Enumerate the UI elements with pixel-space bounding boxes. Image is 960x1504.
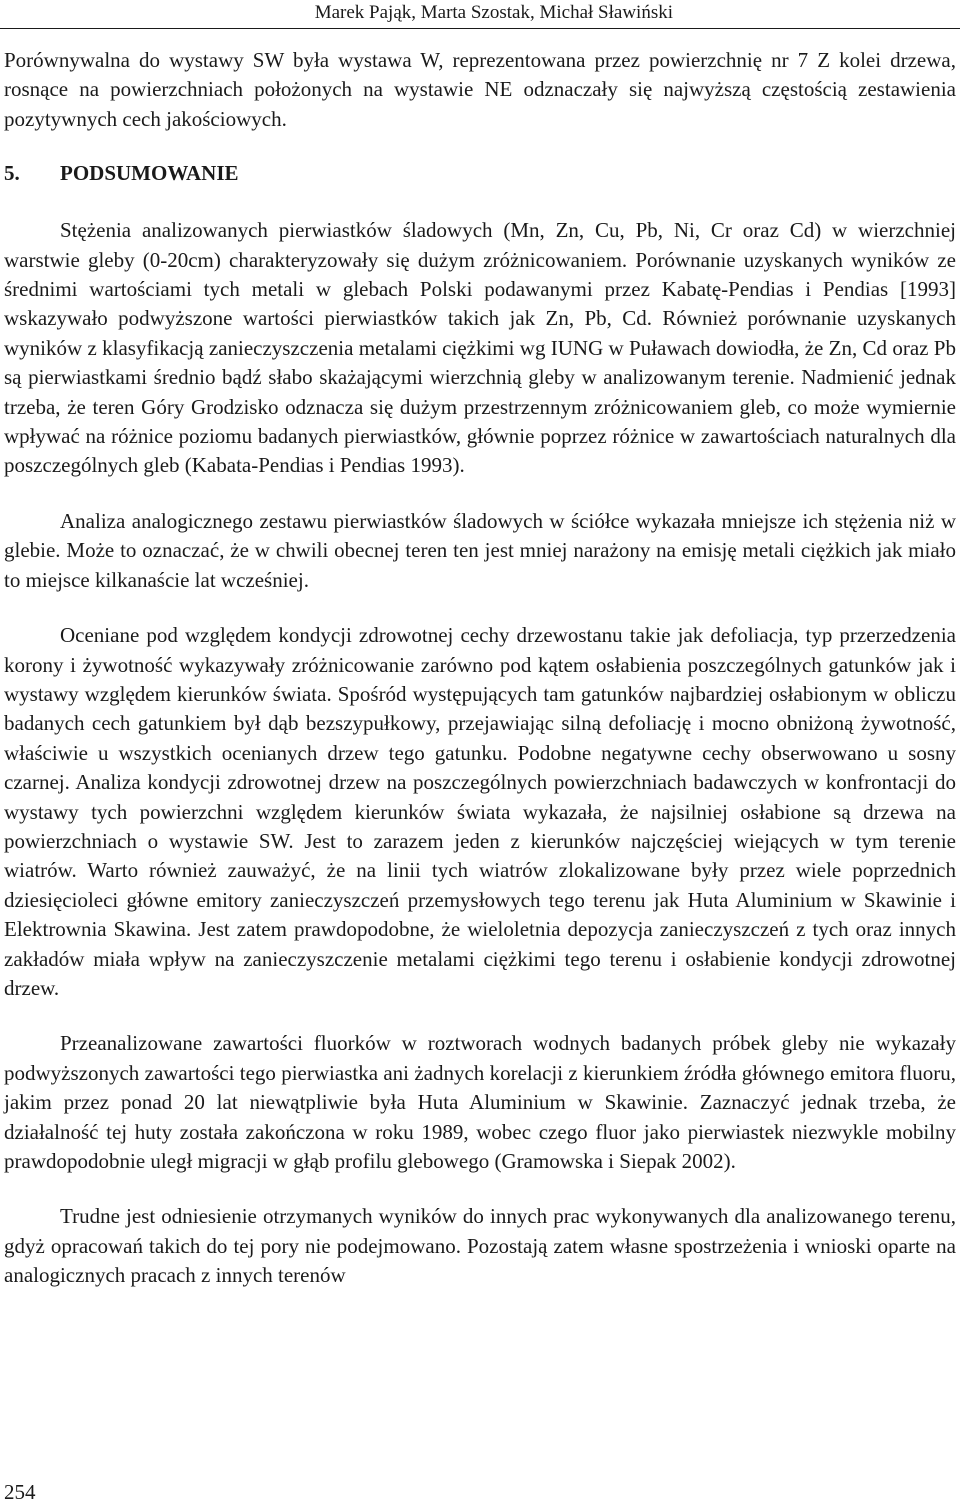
paragraph-1: Stężenia analizowanych pierwiastków śladowych (Mn, Zn, Cu, Pb, Ni, Cr oraz Cd) w wierzchniej warstwie gleby (0-20cm) charakteryzowały się dużym zróżnicowaniem. Porównanie uzyskanych wyników ze średnimi wartościami tych metali w glebach Polski podawanymi przez Kabatę-Pendias i Pendias [1993] wskazywało podwyższone wartości pierwiastków takich jak Zn, Pb, Cd. Również porównanie uzyskanych wyników z klasyfikacją zanieczyszczenia metalami ciężkimi wg IUNG w Puławach dowiodła, że Zn, Cd oraz Pb są pierwiastkami średnio bądź słabo skażającymi wierzchnią gleby w analizowanym terenie. Nadmienić jednak trzeba, że teren Góry Grodzisko odznacza się dużym przestrzennym zróżnicowaniem gleb, co może wymiernie wpływać na różnice poziomu badanych pierwiastków, głównie poprzez różnice w zawartościach naturalnych dla poszczególnych gleb (Kabata-Pendias i Pendias 1993).: [4, 218, 956, 478]
paragraph-2: Analiza analogicznego zestawu pierwiastków śladowych w ściółce wykazała mniejsze ich stężenia niż w glebie. Może to oznaczać, że w chwili obecnej teren ten jest mniej narażony na emisję metali ciężkich jak miało to miejsce kilkanaście lat wcześniej.: [4, 508, 956, 592]
section-heading: [4, 159, 956, 188]
paragraph-3: Oceniane pod względem kondycji zdrowotnej cechy drzewostanu takie jak defoliacja, typ przerzedzenia korony i żywotność wykazywały zróżnicowanie zarówno pod kątem osłabienia poszczególnych gatunków jak i wystawy względem kierunków świata. Spośród występujących tam gatunków najbardziej osłabionym w obliczu badanych cech gatunkiem był dąb bezszypułkowy, przejawiając silną defoliację i mocno obniżoną żywotność, właściwie u wszystkich ocenianych drzew tego gatunku. Podobne negatywne cechy obserwowano u sosny czarnej. Analiza kondycji zdrowotnej drzew na poszczególnych powierzchniach badawczych w konfrontacji do wystawy tych powierzchni względem kierunków świata wykazała, że najsilniej osłabione są drzewa na powierzchniach o wystawie SW. Jest to zarazem jeden z kierunków najczęściej wiejących w tym terenie wiatrów. Warto również zauważyć, że na linii tych wiatrów zlokalizowane były przez wiele poprzednich dziesięcioleci główne emitory zanieczyszczeń przemysłowych tego terenu jak Huta Aluminium w Skawinie i Elektrownia Skawina. Jest zatem prawdopodobne, że wieloletnia depozycja zanieczyszczeń z tych oraz innych zakładów miała wpływ na zanieczyszczenie metalami ciężkimi tego terenu i osłabienie kondycji zdrowotnej drzew.: [4, 623, 956, 1000]
paragraph-intro: Porównywalna do wystawy SW była wystawa W, reprezentowana przez powierzchnię nr 7 Z kolei drzewa, rosnące na powierzchniach położonych na wystawie NE odznaczały się najwyższą częstością zestawienia pozytywnych cech jakościowych.: [4, 48, 956, 131]
page-number: 254: [4, 1480, 36, 1504]
header-rule: [0, 28, 960, 29]
paragraph-4: Przeanalizowane zawartości fluorków w roztworach wodnych badanych próbek gleby nie wykazały podwyższonych zawartości tego pierwiastka ani żadnych korelacji z kierunkiem źródła głównego emitora fluoru, jakim przez ponad 20 lat niewątpliwie była Huta Aluminium w Skawinie. Zaznaczyć jednak trzeba, że działalność tej huty została zakończona w roku 1989, wobec czego fluor jako pierwiastek niezwykle mobilny prawdopodobnie uległ migracji w głąb profilu glebowego (Gramowska i Siepak 2002).: [4, 1031, 956, 1173]
section-title: PODSUMOWANIE: [60, 161, 239, 186]
section-number: 5.: [4, 161, 20, 186]
paragraph-5: Trudne jest odniesienie otrzymanych wyników do innych prac wykonywanych dla analizowanego terenu, gdyż opracowań takich do tej pory nie podejmowano. Pozostają zatem własne spostrzeżenia i wnioski oparte na analogicznych pracach z innych terenów: [4, 1204, 956, 1288]
running-head-authors: Marek Pająk, Marta Szostak, Michał Sławiński: [314, 2, 673, 23]
page-body: [4, 46, 956, 1291]
